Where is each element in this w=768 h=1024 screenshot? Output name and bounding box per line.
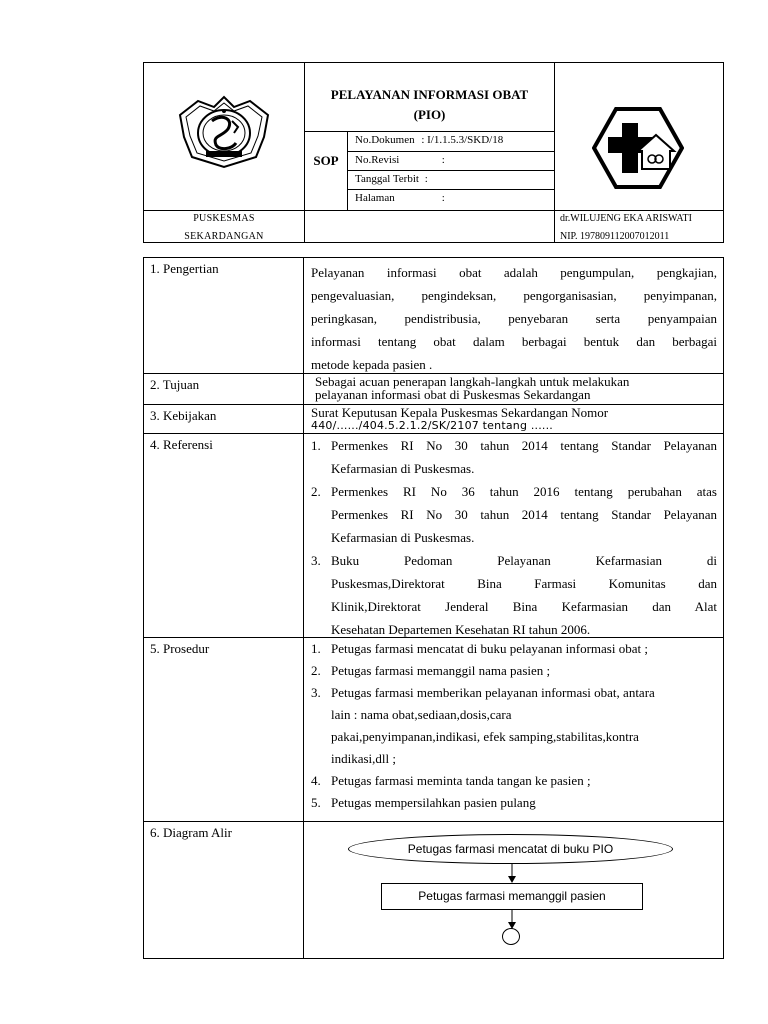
item-number: 4. [311,773,321,788]
procedure-item [311,660,717,682]
field-no-revisi [355,151,550,170]
section-referensi [143,433,724,638]
field-label: No.Dokumen [355,134,415,146]
field-tanggal-terbit [355,170,550,189]
text-line: Petugas farmasi memberikan pelayanan informasi obat, antara [331,685,655,700]
item-number: 3. [311,553,321,568]
field-halaman [355,189,550,208]
text-line: pengevaluasian, pengindeksan, pengorganisasian, penyimpanan, [311,288,717,303]
section-tujuan [143,373,724,405]
procedure-item [311,770,717,792]
sop-label: SOP [313,153,339,168]
document-title-line1: PELAYANAN INFORMASI OBAT [330,87,529,102]
flow-step-memanggil-pasien: Petugas farmasi memanggil pasien [381,883,643,910]
section-prosedur [143,637,724,822]
text-line: Permenkes RI No 30 tahun 2014 tentang Standar Pelayanan [331,438,717,453]
organization-line2: SEKARDANGAN [184,231,264,242]
text-line: Kefarmasian di Puskesmas. [331,530,475,545]
text-line: metode kepada pasien . [311,357,433,372]
item-number: 2. [311,484,321,499]
text-line: 440/....../404.5.2.1.2/SK/2107 tentang ...... [311,419,553,432]
procedure-item [311,638,717,660]
text-line: Klinik,Direktorat Jenderal Bina Kefarmasian dan Alat [331,599,717,614]
reference-item [311,549,717,641]
text-line: lain : nama obat,sediaan,dosis,cara [331,707,512,722]
header-table [143,62,724,243]
signer-name: dr.WILUJENG EKA ARISWATI [560,213,692,224]
item-number: 2. [311,663,321,678]
section-text [315,375,717,401]
section-kebijakan [143,404,724,434]
text-line: Petugas farmasi mencatat di buku pelayanan informasi obat ; [331,641,648,656]
field-label: No.Revisi [355,154,400,166]
document-title [305,85,554,125]
reference-item [311,480,717,549]
text-line: Permenkes RI No 36 tahun 2016 tentang perubahan atas [331,484,717,499]
section-label: 4. Referensi [150,437,213,452]
text-line: indikasi,dll ; [331,751,396,766]
item-number: 1. [311,438,321,453]
item-number: 1. [311,641,321,656]
regency-seal-logo [172,91,276,171]
text-line: Puskesmas,Direktorat Bina Farmasi Komunitas dan [331,576,717,591]
text-line: Pelayanan informasi obat adalah pengumpulan, pengkajian, [311,265,717,280]
text-line: peringkasan, pendistribusia, penyebaran serta penyampaian [311,311,717,326]
item-number: 3. [311,685,321,700]
field-value: : [424,173,428,185]
reference-list [311,434,717,641]
section-label: 5. Prosedur [150,641,210,656]
signer-block [560,210,725,246]
flow-start-terminator: Petugas farmasi mencatat di buku PIO [348,834,673,864]
flow-arrow-1 [505,864,519,884]
section-text [311,261,717,376]
text-line: Kefarmasian di Puskesmas. [331,461,475,476]
item-number: 5. [311,795,321,810]
text-line: Buku Pedoman Pelayanan Kefarmasian di [331,553,717,568]
signer-nip: NIP. 197809112007012011 [560,231,670,242]
field-value: : [441,154,445,166]
text-line: Surat Keputusan Kepala Puskesmas Sekardangan Nomor [311,405,609,420]
section-label: 6. Diagram Alir [150,825,232,840]
field-no-dokumen [355,130,550,150]
puskesmas-logo [592,107,684,189]
text-line: Petugas mempersilahkan pasien pulang [331,795,536,810]
text-line: pelayanan informasi obat di Puskesmas Sekardangan [315,387,591,402]
section-label: 1. Pengertian [150,261,219,276]
text-line: Permenkes RI No 30 tahun 2014 tentang Standar Pelayanan [331,507,717,522]
section-pengertian [143,257,724,374]
reference-item [311,434,717,480]
organization-line1: PUSKESMAS [193,213,255,224]
field-value: : [441,192,445,204]
header-divider-right [554,63,555,243]
field-label: Halaman [355,192,395,204]
text-line: Kesehatan Departemen Kesehatan RI tahun 2006. [331,622,591,637]
section-label: 3. Kebijakan [150,408,217,423]
document-title-line2: (PIO) [413,107,446,122]
flow-connector-circle [502,928,520,945]
section-text [311,406,717,432]
procedure-item [311,682,717,770]
flow-arrow-2 [505,910,519,930]
text-line: Petugas farmasi memanggil nama pasien ; [331,663,551,678]
field-label: Tanggal Terbit [355,173,419,185]
section-label: 2. Tujuan [150,377,200,392]
text-line: Petugas farmasi meminta tanda tangan ke pasien ; [331,773,591,788]
field-value: : I/1.1.5.3/SKD/18 [421,134,504,146]
text-line: pakai,penyimpanan,indikasi, efek samping,stabilitas,kontra [331,729,639,744]
procedure-list [311,638,717,814]
text-line: informasi tentang obat dalam berbagai bentuk dan berbagai [311,334,717,349]
procedure-item [311,792,717,814]
organization-name [144,210,304,246]
text-line: Sebagai acuan penerapan langkah-langkah untuk melakukan [315,374,630,389]
